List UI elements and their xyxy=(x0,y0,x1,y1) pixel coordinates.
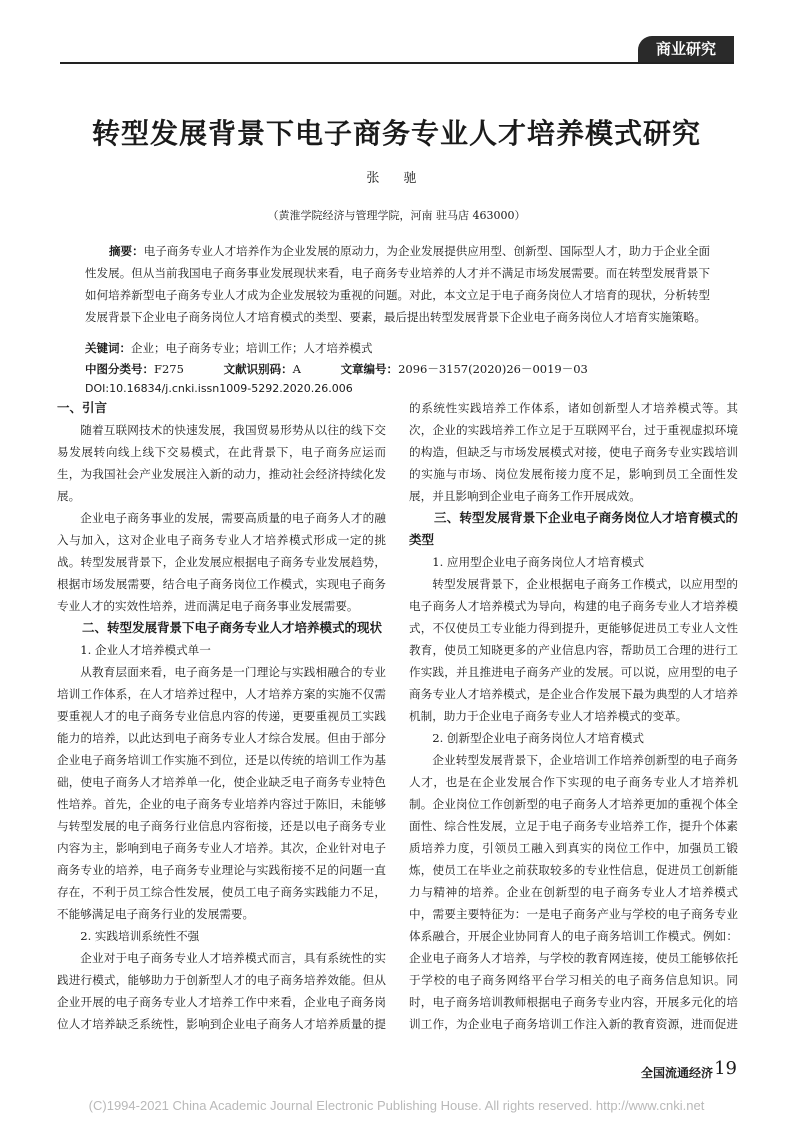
keywords-label: 关键词： xyxy=(85,341,131,355)
copyright-notice: (C)1994-2021 China Academic Journal Electronic Publishing House. All rights reserved. http://www.cnki.net xyxy=(88,1098,705,1113)
subheading: 2. 创新型企业电子商务岗位人才培育模式 xyxy=(432,731,645,745)
clc-value: F275 xyxy=(154,362,184,376)
abstract xyxy=(85,240,710,328)
doi: DOI:10.16834/j.cnki.issn1009-5292.2020.26.006 xyxy=(85,382,353,395)
header-rule xyxy=(60,62,734,64)
paragraph: 企业电子商务事业的发展，需要高质量的电子商务人才的融入与加入，这对企业电子商务专业人才培养模式形成一定的挑战。转型发展背景下，企业发展应根据电子商务专业发展趋势，根据市场发展需要，结合电子商务岗位工作模式，实现电子商务专业人才的实效性培养，进而满足电子商务事业发展需要。 xyxy=(57,511,386,613)
paragraph: 从教育层面来看，电子商务是一门理论与实践相融合的专业培训工作体系，在人才培养过程中，人才培养方案的实施不仅需要重视人才的电子商务专业信息内容的传递，更要重视员工实践能力的培养，以此达到电子商务专业人才综合发展。但由于部分企业电子商务培训工作实施不到位，还是以传统的培训工作为基础，使电子商务人才培养单一化，使企业缺乏电子商务专业特色性培养。首先，企业的电子商务专业培养内容过于陈旧，未能够与转型发展的电子商务行业信息内容衔接，还是以电子商务专业内容为主，影响到电子商务专业人才培养。其次，企业针对电子商务专业的培养，电子商务专业理论与实践衔接不足的问题一直存在，不利于员工综合性发展，使员工电子商务实践能力不足，不能够满足电子商务行业的发展需要。 xyxy=(57,665,386,921)
paragraph: 的系统性实践培养工作体系，诸如创新型人才培养模式等。其次，企业的实践培养工作立足于互联网平台，过于重视虚拟环境的构造，但缺乏与市场发展模式对接，使电子商务专业实践培训的实施与市场、岗位发展衔接力度不足，影响到员工全面性发展，并且影响到企业电子商务工作开展成效。 xyxy=(409,401,738,503)
subheading: 1. 应用型企业电子商务岗位人才培育模式 xyxy=(432,555,645,569)
section-tag: 商业研究 xyxy=(638,36,734,62)
keywords-text: 企业；电子商务专业；培训工作；人才培养模式 xyxy=(131,341,373,355)
paragraph: 企业转型发展背景下，企业培训工作培养创新型的电子商务人才，也是在企业发展合作下实现的电子商务专业人才培养机制。企业岗位工作创新型的电子商务人才培养更加的重视个体全面性、综合性发展，立足于电子商务专业培养工作，提升个体素质培养力度，引领员工融入到真实的岗位工作中，加强员工锻炼，使员工在毕业之前获取较多的专业性信息，促进员工创新能力与精神的培养。企业在创新型的电子商务专业人才培养模式中，需要主要特征为：一是电子商务产业与学校的电子商务专业体系融合，开展企业协同育人的电子商务培训工作模式。例如：企业电子商务人才培养，与学校的教育网连接，使员工能够依托于学校的电子商务网络平台学习相关的电子商务信息知识。同时，电子商务培训教师根据电子商务专业内容，开展多元化的培训工作，为企业电子商务培训工作注入新的教育资源，进而促进 xyxy=(409,753,738,1031)
classification-line xyxy=(85,361,710,377)
affiliation: （黄淮学院经济与管理学院，河南 驻马店 463000） xyxy=(267,209,526,222)
author: 张 驰 xyxy=(366,171,427,186)
doccode-label: 文献识别码： xyxy=(223,362,293,376)
subheading: 1. 企业人才培养模式单一 xyxy=(80,643,211,657)
clc-label: 中图分类号： xyxy=(85,362,154,376)
paragraph: 企业对于电子商务专业人才培养模式而言，具有系统性的实践进行模式，能够助力于创新型人才的电子商务培养效能。但从企业开展的电子商务专业人才培养工作中来看，企业电子商务岗位人才培养缺乏系统性，影响到企业电子商务人才培养质量的提 xyxy=(57,951,386,1031)
artno-value: 2096－3157(2020)26－0019－03 xyxy=(398,362,588,376)
abstract-text: 电子商务专业人才培养作为企业发展的原动力，为企业发展提供应用型、创新型、国际型人才，助力于企业全面性发展。但从当前我国电子商务事业发展现状来看，电子商务专业培养的人才并不满足市场发展需要。而在转型发展背景下如何培养新型电子商务专业人才成为企业发展较为重视的问题。对此，本文立足于电子商务岗位人才培育的现状，分析转型发展背景下企业电子商务岗位人才培育模式的类型、要素，最后提出转型发展背景下企业电子商务岗位人才培育实施策略。 xyxy=(85,244,711,324)
page-number: 19 xyxy=(714,1058,737,1079)
subheading: 2. 实践培训系统性不强 xyxy=(80,929,200,943)
paragraph: 随着互联网技术的快速发展，我国贸易形势从以往的线下交易发展转向线上线下交易模式，在此背景下，电子商务应运而生，为我国社会产业发展注入新的动力，推动社会经济持续化发展。 xyxy=(57,423,386,503)
paragraph: 转型发展背景下，企业根据电子商务工作模式，以应用型的电子商务人才培养模式为导向，构建的电子商务专业人才培养模式，不仅使员工专业能力得到提升，更能够促进员工专业人文性教育，使员工知晓更多的产业信息内容，帮助员工合理的进行工作实践，并且推进电子商务产业的发展。可以说，应用型的电子商务专业人才培养模式，是企业合作发展下最为典型的人才培养机制，助力于企业电子商务专业人才培养模式的变革。 xyxy=(409,577,738,723)
heading-types: 三、转型发展背景下企业电子商务岗位人才培育模式的类型 xyxy=(409,510,738,547)
doccode-value: A xyxy=(292,362,301,376)
heading-status: 二、转型发展背景下电子商务专业人才培养模式的现状 xyxy=(82,620,383,635)
heading-intro: 一、引言 xyxy=(57,400,108,415)
abstract-label: 摘要： xyxy=(109,244,144,258)
article-title: 转型发展背景下电子商务专业人才培养模式研究 xyxy=(91,117,701,150)
keywords xyxy=(85,340,373,356)
left-column xyxy=(57,397,386,1037)
footer-journal: 全国流通经济 xyxy=(640,1066,713,1080)
right-column xyxy=(409,397,738,1037)
artno-label: 文章编号： xyxy=(340,362,399,376)
